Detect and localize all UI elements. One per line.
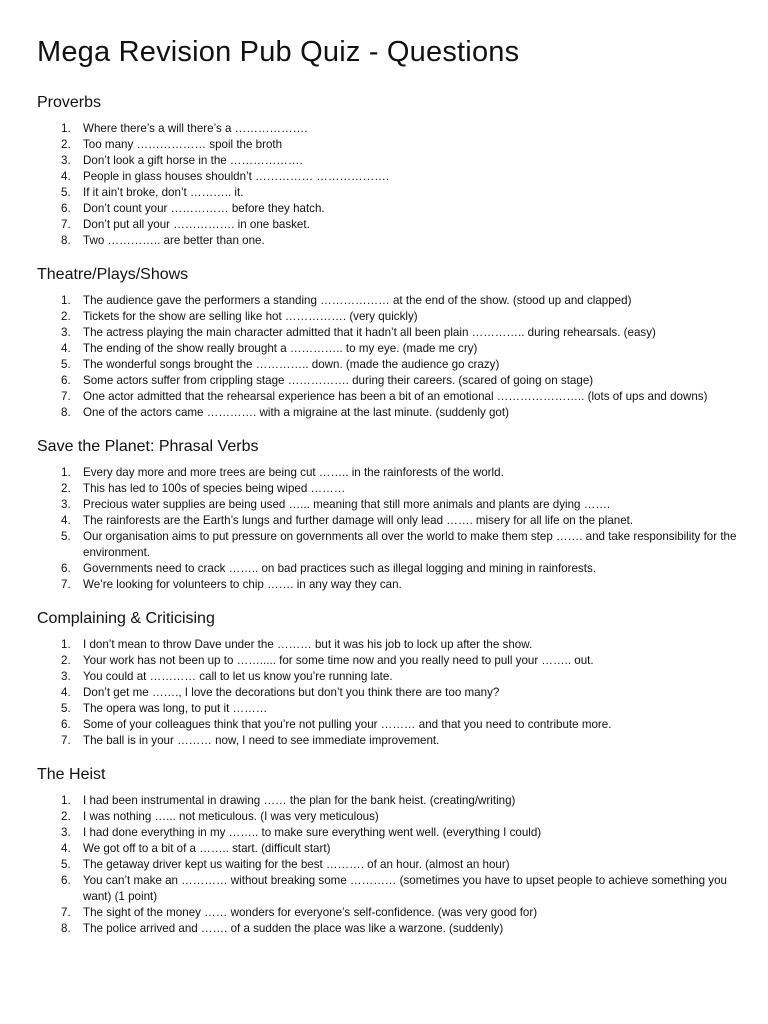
question-item [37, 857, 738, 873]
question-item [37, 669, 738, 685]
question-item [37, 357, 738, 373]
question-number: 5. [61, 858, 71, 871]
question-text: The wonderful songs brought the ………….. down. (made the audience go crazy) [83, 358, 500, 371]
question-number: 5. [61, 186, 71, 199]
question-text: Some actors suffer from crippling stage ……………. during their careers. (scared of going on stage) [83, 374, 594, 387]
question-item [37, 153, 738, 169]
question-text: Don’t count your …………… before they hatch. [83, 202, 325, 215]
question-text: You could at ………… call to let us know you’re running late. [83, 670, 393, 683]
question-number: 8. [61, 922, 71, 935]
question-number: 7. [61, 218, 71, 231]
question-item [37, 217, 738, 233]
question-item [37, 841, 738, 857]
question-list [37, 465, 738, 593]
question-text: The sight of the money …… wonders for everyone’s self-confidence. (was very good for) [83, 906, 538, 919]
question-text: I don’t mean to throw Dave under the ……… but it was his job to lock up after the show. [83, 638, 533, 651]
question-text: Two ………….. are better than one. [83, 234, 265, 247]
question-number: 1. [61, 466, 71, 479]
question-text: The actress playing the main character admitted that it hadn’t all been plain ………….. during rehearsals. (easy) [83, 326, 656, 339]
question-item [37, 529, 738, 561]
question-number: 2. [61, 138, 71, 151]
question-number: 2. [61, 654, 71, 667]
question-number: 4. [61, 342, 71, 355]
question-number: 6. [61, 562, 71, 575]
question-item [37, 873, 738, 905]
question-item [37, 169, 738, 185]
question-text: The opera was long, to put it ……… [83, 702, 268, 715]
question-text: The ball is in your ……… now, I need to see immediate improvement. [83, 734, 440, 747]
question-text: Too many ……………… spoil the broth [83, 138, 283, 151]
section-heading: Proverbs [37, 94, 102, 111]
question-number: 7. [61, 734, 71, 747]
question-item [37, 809, 738, 825]
question-item [37, 389, 738, 405]
question-item [37, 185, 738, 201]
section-heading: Save the Planet: Phrasal Verbs [37, 438, 259, 455]
question-number: 1. [61, 794, 71, 807]
question-text: Every day more and more trees are being cut …….. in the rainforests of the world. [83, 466, 504, 479]
question-number: 1. [61, 122, 71, 135]
question-list [37, 637, 738, 749]
question-number: 3. [61, 826, 71, 839]
question-number: 5. [61, 358, 71, 371]
question-list [37, 121, 738, 249]
question-item [37, 233, 738, 249]
question-text: The rainforests are the Earth’s lungs and further damage will only lead ……. misery for all life on the planet. [83, 514, 634, 527]
question-item [37, 137, 738, 153]
question-text: One actor admitted that the rehearsal experience has been a bit of an emotional ………………….. (lots of ups and downs) [83, 390, 708, 403]
question-item [37, 309, 738, 325]
question-number: 6. [61, 874, 71, 887]
question-number: 7. [61, 906, 71, 919]
question-text: Don’t look a gift horse in the ………………. [83, 154, 303, 167]
question-item [37, 497, 738, 513]
question-text: Our organisation aims to put pressure on governments all over the world to make them step ……. and take responsibility for the environment. [83, 530, 737, 559]
question-text: Don’t put all your ……………. in one basket. [83, 218, 310, 231]
question-number: 7. [61, 578, 71, 591]
question-item [37, 513, 738, 529]
question-item [37, 561, 738, 577]
question-item [37, 825, 738, 841]
question-number: 2. [61, 810, 71, 823]
section-heading: The Heist [37, 766, 106, 783]
question-item [37, 733, 738, 749]
question-item [37, 701, 738, 717]
question-item [37, 793, 738, 809]
question-number: 6. [61, 374, 71, 387]
question-number: 3. [61, 498, 71, 511]
question-item [37, 121, 738, 137]
question-item [37, 481, 738, 497]
question-number: 7. [61, 390, 71, 403]
question-number: 4. [61, 170, 71, 183]
question-number: 8. [61, 234, 71, 247]
question-text: People in glass houses shouldn’t …………… ………………. [83, 170, 390, 183]
question-text: The police arrived and ……. of a sudden the place was like a warzone. (suddenly) [83, 922, 504, 935]
question-item [37, 201, 738, 217]
question-list [37, 293, 738, 421]
question-item [37, 465, 738, 481]
section-heading: Theatre/Plays/Shows [37, 266, 189, 283]
question-text: If it ain’t broke, don’t ……….. it. [83, 186, 244, 199]
question-text: The getaway driver kept us waiting for the best ………. of an hour. (almost an hour) [83, 858, 510, 871]
question-item [37, 293, 738, 309]
question-number: 2. [61, 310, 71, 323]
question-text: Your work has not been up to ……..... for some time now and you really need to pull your …….. out. [83, 654, 594, 667]
question-text: We’re looking for volunteers to chip ……. in any way they can. [83, 578, 402, 591]
question-item [37, 373, 738, 389]
question-item [37, 577, 738, 593]
question-number: 3. [61, 326, 71, 339]
question-text: This has led to 100s of species being wiped ……… [83, 482, 346, 495]
question-text: I had done everything in my …….. to make sure everything went well. (everything I could) [83, 826, 542, 839]
question-item [37, 637, 738, 653]
question-item [37, 653, 738, 669]
question-item [37, 905, 738, 921]
question-item [37, 341, 738, 357]
question-number: 6. [61, 202, 71, 215]
question-text: You can’t make an ………… without breaking some ………… (sometimes you have to upset people to achieve something you want) (1 point) [83, 874, 727, 903]
question-number: 2. [61, 482, 71, 495]
question-text: One of the actors came …………. with a migraine at the last minute. (suddenly got) [83, 406, 509, 419]
question-item [37, 921, 738, 937]
question-item [37, 405, 738, 421]
question-number: 5. [61, 702, 71, 715]
question-text: We got off to a bit of a …….. start. (difficult start) [83, 842, 331, 855]
question-number: 1. [61, 638, 71, 651]
section-heading: Complaining & Criticising [37, 610, 215, 627]
question-text: Precious water supplies are being used …... meaning that still more animals and plants are dying ……. [83, 498, 611, 511]
page-title: Mega Revision Pub Quiz - Questions [37, 36, 520, 68]
question-number: 6. [61, 718, 71, 731]
question-number: 3. [61, 154, 71, 167]
question-text: I was nothing …... not meticulous. (I was very meticulous) [83, 810, 379, 823]
question-text: The ending of the show really brought a ………….. to my eye. (made me cry) [83, 342, 478, 355]
question-text: Tickets for the show are selling like hot ……………. (very quickly) [83, 310, 418, 323]
question-number: 4. [61, 514, 71, 527]
question-item [37, 325, 738, 341]
question-text: Where there’s a will there’s a ………………. [83, 122, 308, 135]
question-number: 5. [61, 530, 71, 543]
question-number: 3. [61, 670, 71, 683]
question-item [37, 685, 738, 701]
question-number: 8. [61, 406, 71, 419]
question-text: Some of your colleagues think that you’re not pulling your ……… and that you need to contribute more. [83, 718, 612, 731]
sections-container [37, 92, 738, 937]
question-text: I had been instrumental in drawing …… the plan for the bank heist. (creating/writing) [83, 794, 516, 807]
question-list [37, 793, 738, 937]
question-text: Don’t get me ……., I love the decorations but don’t you think there are too many? [83, 686, 500, 699]
question-number: 4. [61, 842, 71, 855]
question-number: 4. [61, 686, 71, 699]
question-text: The audience gave the performers a standing ……………… at the end of the show. (stood up and clapped) [83, 294, 632, 307]
question-item [37, 717, 738, 733]
question-text: Governments need to crack …….. on bad practices such as illegal logging and mining in rainforests. [83, 562, 596, 575]
question-number: 1. [61, 294, 71, 307]
